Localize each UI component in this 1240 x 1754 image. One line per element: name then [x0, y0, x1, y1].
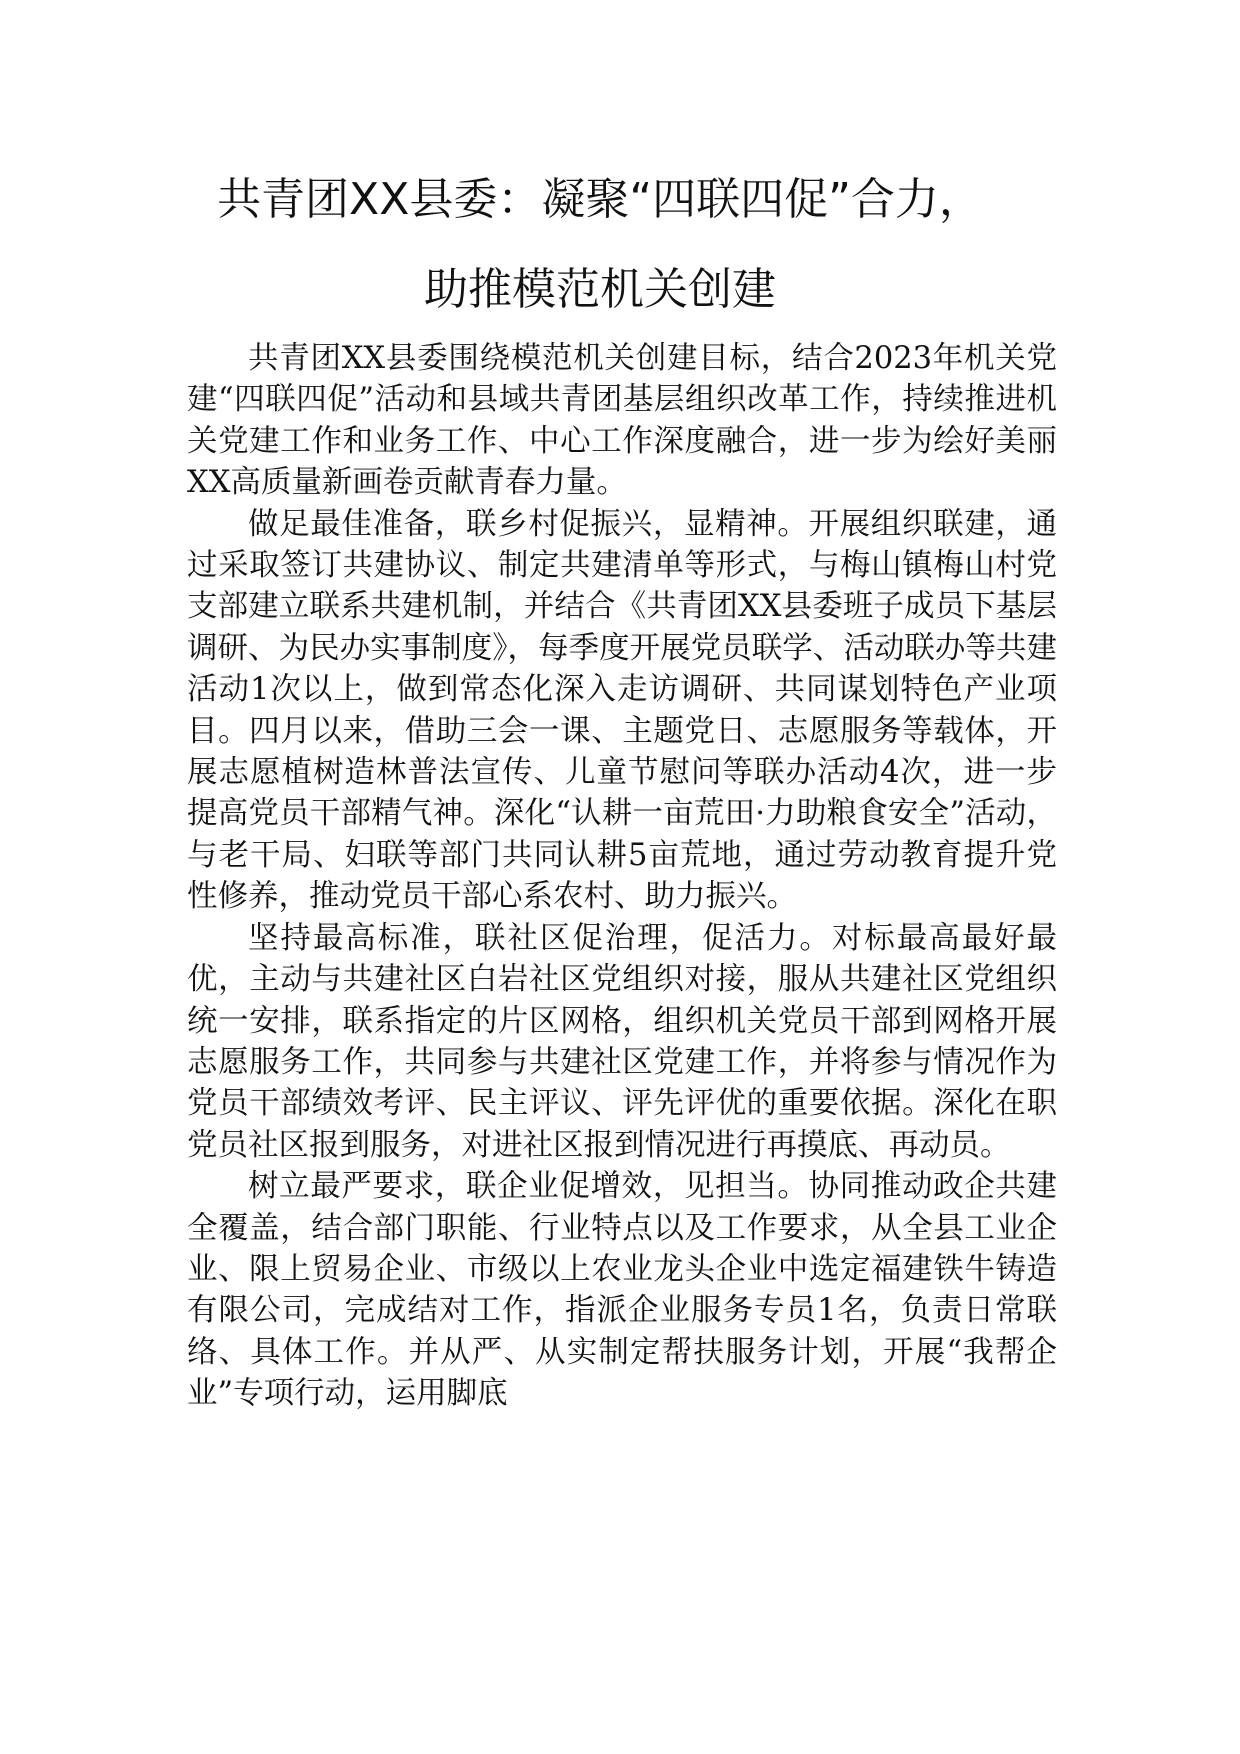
document-body	[187, 338, 1057, 1415]
paragraph-enterprise: 树立最严要求，联企业促增效，见担当。协同推动政企共建全覆盖，结合部门职能、行业特点以及工作要求，从全县工业企业、限上贸易企业、市级以上农业龙头企业中选定福建铁牛铸造有限公司，完成结对工作，指派企业服务专员1名，负责日常联络、具体工作。并从严、从实制定帮扶服务计划，开展“我帮企业”专项行动，运用脚底	[187, 1169, 1057, 1412]
document-title-line-2: 助推模范机关创建	[424, 264, 776, 315]
paragraph-intro: 共青团XX县委围绕模范机关创建目标，结合2023年机关党建“四联四促”活动和县域共青团基层组织改革工作，持续推进机关党建工作和业务工作、中心工作深度融合，进一步为绘好美丽XX高质量新画卷贡献青春力量。	[187, 341, 1057, 501]
document-title-line-1: 共青团XX县委：凝聚“四联四促”合力，	[217, 174, 983, 225]
paragraph-community: 坚持最高标准，联社区促治理，促活力。对标最高最好最优，主动与共建社区白岩社区党组织对接，服从共建社区党组织统一安排，联系指定的片区网格，组织机关党员干部到网格开展志愿服务工作，共同参与共建社区党建工作，并将参与情况作为党员干部绩效考评、民主评议、评先评优的重要依据。深化在职党员社区报到服务，对进社区报到情况进行再摸底、再动员。	[187, 920, 1057, 1163]
paragraph-village: 做足最佳准备，联乡村促振兴，显精神。开展组织联建，通过采取签订共建协议、制定共建清单等形式，与梅山镇梅山村党支部建立联系共建机制，并结合《共青团XX县委班子成员下基层调研、为民办实事制度》，每季度开展党员联学、活动联办等共建活动1次以上，做到常态化深入走访调研、共同谋划特色产业项目。四月以来，借助三会一课、主题党日、志愿服务等载体，开展志愿植树造林普法宣传、儿童节慰问等联办活动4次，进一步提高党员干部精气神。深化“认耕一亩荒田·力助粮食安全”活动，与老干局、妇联等部门共同认耕5亩荒地，通过劳动教育提升党性修养，推动党员干部心系农村、助力振兴。	[187, 506, 1057, 915]
